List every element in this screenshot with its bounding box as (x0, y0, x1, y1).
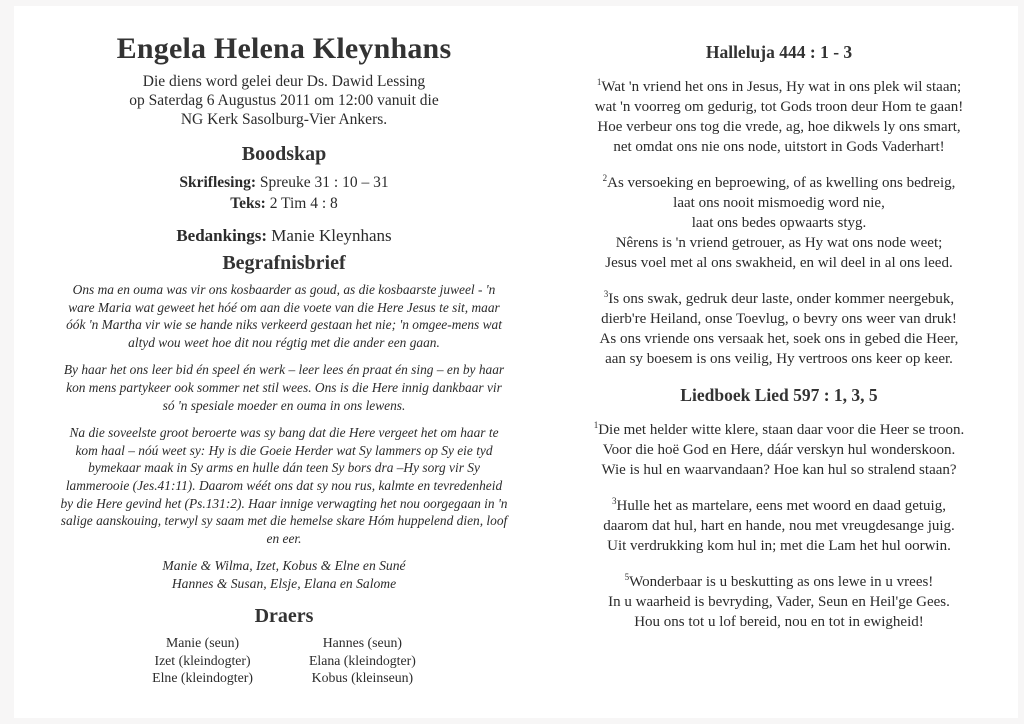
verse-line: In u waarheid is bevryding, Vader, Seun en Heil'ge Gees. (608, 594, 950, 610)
scripture-label: Skriflesing: (179, 174, 257, 191)
verse-number: 1 (596, 77, 602, 87)
verse-line: net omdat ons nie ons node, uitstort in Gods Vaderhart! (613, 139, 945, 155)
verse-line: Voor die hoë God en Here, dáár verskyn hul wonderskoon. (602, 442, 956, 458)
sermon-text (54, 193, 514, 214)
verse-line: Hou ons tot u lof bereid, nou en tot in ewigheid! (634, 614, 924, 630)
bearer: Manie (seun) (165, 635, 240, 651)
message-heading: Boodskap (241, 143, 327, 165)
bearers-heading: Draers (254, 605, 314, 628)
hymn-verse (554, 420, 1004, 480)
verse-line: $^1$Wat 'n vriend het ons in Jesus, Hy wat in ons plek wil staan; (596, 77, 962, 95)
family-line: Hannes & Susan, Elsje, Elana en Salome (171, 576, 397, 592)
hymn-title: Liedboek Lied 597 : 1, 3, 5 (680, 385, 878, 405)
verse-number: 5 (624, 572, 630, 582)
deceased-name: Engela Helena Kleynhans (116, 32, 452, 65)
bearer: Elne (kleindogter) (152, 670, 253, 686)
right-column (554, 42, 1004, 648)
thanks-label: Bedankings: (176, 226, 268, 245)
bearers-column (309, 634, 416, 687)
verse-number: 3 (603, 289, 609, 299)
verse-line: Wie is hul en waarvandaan? Hoe kan hul so stralend staan? (601, 462, 957, 478)
service-line: Die diens word gelei deur Ds. Dawid Lessing (142, 73, 426, 90)
thanks (54, 226, 514, 246)
verse-line: $^3$Hulle het as martelare, eens met woord en daad getuig, (612, 496, 946, 514)
text-value: 2 Tim 4 : 8 (269, 195, 338, 212)
bearer: Izet (kleindogter) (154, 652, 251, 668)
verse-number: 2 (602, 173, 608, 183)
hymn-verse (554, 77, 1004, 157)
left-column (54, 32, 514, 687)
verse-line: wat 'n voorreg om gedurig, tot Gods troon deur Hom te gaan! (594, 99, 964, 115)
hymn-verse (554, 496, 1004, 556)
verse-line: $^3$Is ons swak, gedruk deur laste, onder kommer neergebuk, (603, 289, 955, 307)
verse-line: $^5$Wonderbaar is u beskutting as ons lewe in u vrees! (624, 572, 934, 590)
letter-paragraph: Ons ma en ouma was vir ons kosbaarder as goud, as die kosbaarste juweel - 'n ware Maria wat geweet het hóé om aan die voete van die Here Jesus te sit, maar óók 'n Martha vir wie se hande niks verkeerd gestaan het nie; 'n omgee-mens wat altyd wou weet hoe dit nou régtig met die ander een gaan. (66, 282, 502, 350)
hymn-verse (554, 572, 1004, 632)
verse-line: dierb're Heiland, onse Toevlug, o bevry ons weer van druk! (601, 311, 957, 327)
verse-number: 3 (612, 496, 617, 506)
verse-line: Jesus voel met al ons swakheid, en wil deel in al ons leed. (605, 255, 953, 271)
scripture-value: Spreuke 31 : 10 – 31 (259, 174, 389, 191)
bearer: Hannes (seun) (322, 635, 403, 651)
verse-line: As ons vriende ons versaak het, soek ons in gebed die Heer, (599, 331, 959, 347)
verse-line: Uit verdrukking kom hul in; met die Lam het hul oorwin. (607, 538, 951, 554)
letter-paragraph: By haar het ons leer bid én speel én werk – leer lees én praat én sing – en by haar kon mens partykeer ook sommer net stil wees. Ons is die Here innig dankbaar vir só 'n spesiale moeder en ouma in ons lewens. (63, 362, 505, 413)
letter-heading: Begrafnisbrief (222, 252, 346, 274)
bearer: Kobus (kleinseun) (311, 670, 414, 686)
verse-line: Hoe verbeur ons tog die vrede, ag, hoe dikwels ly ons smart, (597, 119, 961, 135)
hymn-title: Halleluja 444 : 1 - 3 (705, 42, 853, 62)
bearer: Elana (kleindogter) (308, 652, 416, 668)
funeral-letter (54, 281, 514, 547)
hymn-verse (554, 173, 1004, 273)
service-line: NG Kerk Sasolburg-Vier Ankers. (180, 111, 388, 128)
family-line: Manie & Wilma, Izet, Kobus & Elne en Suné (162, 558, 406, 574)
verse-line: Nêrens is 'n vriend getrouer, as Hy wat ons node weet; (615, 235, 943, 251)
text-label: Teks: (230, 195, 266, 212)
verse-number: 1 (593, 420, 599, 430)
verse-line: laat ons nooit mismoedig word nie, (673, 195, 885, 211)
scripture-reading (54, 172, 514, 193)
bearers-column (152, 634, 253, 687)
thanks-value: Manie Kleynhans (271, 226, 392, 245)
hymn-verse (554, 289, 1004, 369)
verse-line: $^1$Die met helder witte klere, staan daar voor die Heer se troon. (593, 420, 965, 438)
letter-paragraph: Na die soveelste groot beroerte was sy bang dat die Here vergeet het om haar te kom haal – nóú weet sy: Hy is die Goeie Herder wat Sy lammers op Sy eie tyd bymekaar maak in Sy arms en hulle dán teen Sy bors dra –Hy sorg vir Sy lammerooie (Jes.41:11). Daarom wéét ons dat sy nou rus, kalmte en tevredenheid by die Here gevind het (Ps.131:2). Haar innige verwagting het nou oorgegaan in 'n salige aanskouing, terwyl sy saam met die hemelse skare Hóm huppelend dien, loof en eer. (60, 425, 508, 546)
bearers-list (54, 634, 514, 687)
program-page (14, 6, 1018, 718)
verse-line: laat ons bedes opwaarts styg. (691, 215, 867, 231)
service-line: op Saterdag 6 Augustus 2011 om 12:00 vanuit die (129, 92, 439, 109)
verse-line: $^2$As versoeking en beproewing, of as kwelling ons bedreig, (602, 173, 956, 191)
verse-line: daarom dat hul, hart en hande, nou met vreugdesange juig. (603, 518, 955, 534)
verse-line: aan sy boesem is ons veilig, Hy vertroos ons keer op keer. (605, 351, 953, 367)
